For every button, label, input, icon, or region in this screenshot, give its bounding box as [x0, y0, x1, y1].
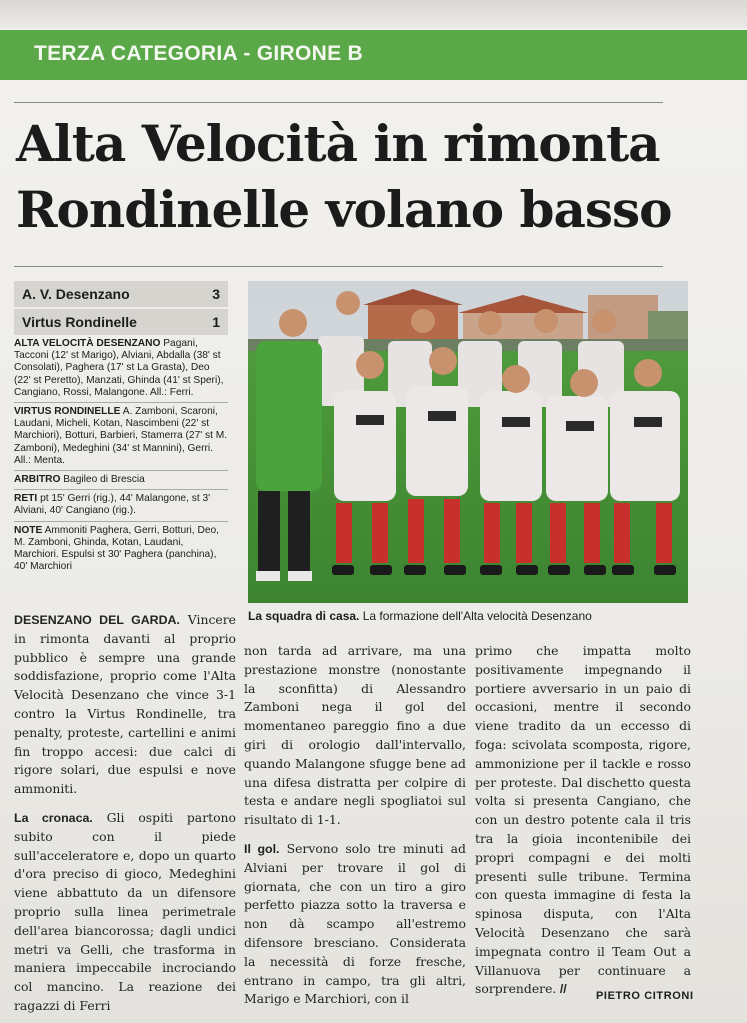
home-goals: 3 [212, 286, 220, 302]
caption-text: La formazione dell'Alta velocità Desenzano [359, 609, 592, 623]
home-lineup: ALTA VELOCITÀ DESENZANO Pagani, Tacconi (12' st Marigo), Alviani, Abdalla (38' st Consolati), Paghera (17' st La Grasta), Deo (22' st Peretto), Manzati, Ghinda (41' st Speri), Cangiano, Rossi, Malangone. All.: Ferri. [14, 338, 228, 403]
score-box [14, 281, 228, 335]
article-column-1 [14, 611, 236, 1023]
match-notes: NOTE Ammoniti Paghera, Gerri, Botturi, Deo, M. Zamboni, Ghinda, Kotan, Laudani, Marchiori. Espulsi st 30' Paghera (panchina), 40' Marchiori [14, 524, 219, 573]
away-lineup: VIRTUS RONDINELLE A. Zamboni, Scaroni, Laudani, Micheli, Kotan, Nascimbeni (22' st Marchiori), Botturi, Barbieri, Stamerra (27' st M. Zamboni), Medeghini (34' st Mannini), Gerri. All.: Menta. [14, 406, 228, 471]
end-mark: // [556, 982, 567, 997]
article-column-2 [244, 642, 466, 1019]
author-byline: PIETRO CITRONI [596, 990, 694, 1002]
divider [14, 102, 663, 103]
previous-page-edge [0, 0, 747, 28]
cronaca-label: La cronaca. [14, 810, 93, 825]
home-team: A. V. Desenzano [22, 286, 130, 302]
referee: ARBITRO Bagileo di Brescia [14, 474, 228, 490]
divider [14, 266, 663, 267]
section-title: TERZA CATEGORIA - GIRONE B [34, 42, 364, 65]
away-goals: 1 [212, 314, 220, 330]
headline-line-1: Alta Velocità in rimonta [16, 114, 660, 173]
article-paragraph: non tarda ad arrivare, ma una prestazione monstre (nonostante la sconfitta) di Alessandro Zamboni nega il gol del momentaneo pareggio fino a due giri di orologio dall'intervallo, quando Malangone sfugge bene ad una difesa distratta per colpire di testa e andare negli spogliatoi sul risultato di 1-1. [244, 643, 466, 828]
away-team: Virtus Rondinelle [22, 314, 137, 330]
article-column-3 [475, 642, 691, 1009]
team-photo [248, 281, 688, 603]
score-row-home [14, 281, 228, 307]
match-details [14, 338, 228, 579]
section-banner [0, 30, 747, 80]
article-gol: Il gol. Servono solo tre minuti ad Alviani per trovare il gol di giornata, che con un tiro a giro perfetto piazza sotto la traversa e non dà scampo all'estremo difensore bresciano. Considerata la necessità di forze fresche, entrano in campo, tra gli altri, Marigo e Marchiori, con il [244, 840, 466, 1007]
article-cronaca: La cronaca. Gli ospiti partono subito con il piede sull'acceleratore e, dopo un quarto d'ora preciso di gioco, Medeghini viene abbattuto da un difensore proprio sulla linea perimetrale dell'area biancorossa; dagli undici metri va Gelli, che trasforma in maniera impeccabile incrociando col mancino. La reazione dei ragazzi di Ferri [14, 809, 236, 1013]
headline-line-2: Rondinelle volano basso [16, 180, 672, 239]
photo-caption [248, 609, 592, 623]
score-row-away [14, 309, 228, 335]
article-paragraph: primo che impatta molto positivamente impegnando il portiere avversario in un paio di occasioni, mentre il secondo viene tradito da un eccesso di foga: scivolata scomposta, rigore, ammonizione per il tackle e rosso per proteste. Dal dischetto questa volta si presenta Cangiano, che con un destro potente cala il tris tra la gioia incontenibile dei propri compagni e dei molti presenti sulle tribune. Termina con questa immagine di festa la spinosa disputa, con l'Alta Velocità Desenzano che sarà impegnata contro il Team Out a Villanuova per continuare a sorprendere. // [475, 643, 691, 997]
gol-label: Il gol. [244, 841, 280, 856]
article-intro: DESENZANO DEL GARDA. Vincere in rimonta davanti al proprio pubblico è sempre una grande soddisfazione, proprio come l'Alta Velocità Desenzano che vince 3-1 contro la Virtus Rondinelle, tra penalty, proteste, cartellini e animi fin troppo accesi: due calci di rigore solari, due espulsi e nove ammoniti. [14, 612, 237, 797]
dateline: DESENZANO DEL GARDA. [14, 613, 180, 627]
goals-list: RETI pt 15' Gerri (rig.), 44' Malangone, st 3' Alviani, 40' Cangiano (rig.). [14, 493, 228, 521]
caption-lead: La squadra di casa. [248, 609, 360, 623]
